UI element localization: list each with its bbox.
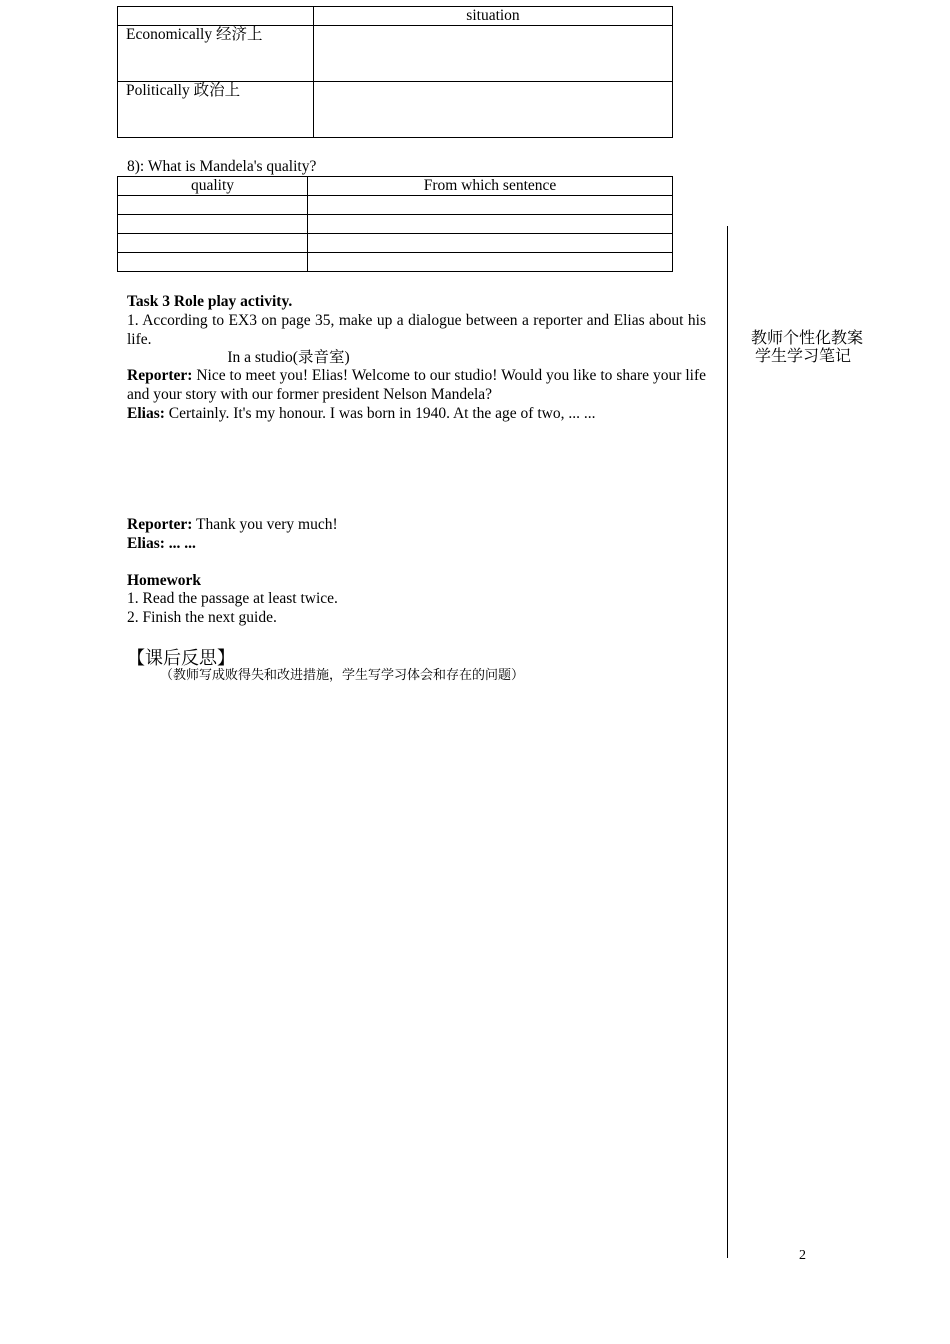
- task3-setting: In a studio(录音室): [227, 349, 350, 366]
- sentence-cell[interactable]: [308, 196, 673, 215]
- dialogue-closing-reporter: Reporter: Thank you very much!: [127, 516, 338, 533]
- side-note-teacher: 教师个性化教案: [751, 330, 864, 347]
- side-note-student: 学生学习笔记: [755, 348, 852, 365]
- dialogue-line-reporter: Reporter: Nice to meet you! Elias! Welcome to our studio! Would you like to share your life and your story with our former president Nelson Mandela?: [127, 367, 706, 403]
- dialogue-closing-elias: Elias: ... ...: [127, 535, 196, 552]
- dialogue-line-elias: Elias: Certainly. It's my honour. I was born in 1940. At the age of two, ... ...: [127, 405, 596, 422]
- sentence-cell[interactable]: [308, 253, 673, 272]
- reflection-note: （教师写成败得失和改进措施，学生写学习体会和存在的问题）: [160, 667, 525, 682]
- answer-cell-economically[interactable]: [314, 26, 673, 82]
- quality-cell[interactable]: [118, 234, 308, 253]
- question-8: 8): What is Mandela's quality?: [127, 158, 317, 175]
- quality-cell[interactable]: [118, 196, 308, 215]
- row-label-economically: Economically 经济上: [118, 26, 314, 82]
- table-header-sentence: From which sentence: [308, 177, 673, 196]
- page-number: 2: [799, 1248, 806, 1263]
- situation-table: [117, 6, 673, 138]
- table-header-quality: quality: [118, 177, 308, 196]
- quality-cell[interactable]: [118, 215, 308, 234]
- homework-title: Homework: [127, 572, 202, 589]
- homework-item: 2. Finish the next guide.: [127, 609, 277, 626]
- side-note: [751, 330, 863, 366]
- reflection-title: 【课后反思】: [127, 648, 235, 668]
- sentence-cell[interactable]: [308, 215, 673, 234]
- margin-divider: [727, 226, 728, 1258]
- sentence-cell[interactable]: [308, 234, 673, 253]
- table-header-cell: [118, 7, 314, 26]
- row-label-politically: Politically 政治上: [118, 82, 314, 138]
- table-header-situation: situation: [314, 7, 673, 26]
- quality-table: [117, 176, 673, 272]
- task3-title: Task 3 Role play activity.: [127, 293, 293, 310]
- homework-item: 1. Read the passage at least twice.: [127, 590, 338, 607]
- answer-cell-politically[interactable]: [314, 82, 673, 138]
- quality-cell[interactable]: [118, 253, 308, 272]
- task3-instruction: 1. According to EX3 on page 35, make up a dialogue between a reporter and Elias about his life.: [127, 312, 706, 348]
